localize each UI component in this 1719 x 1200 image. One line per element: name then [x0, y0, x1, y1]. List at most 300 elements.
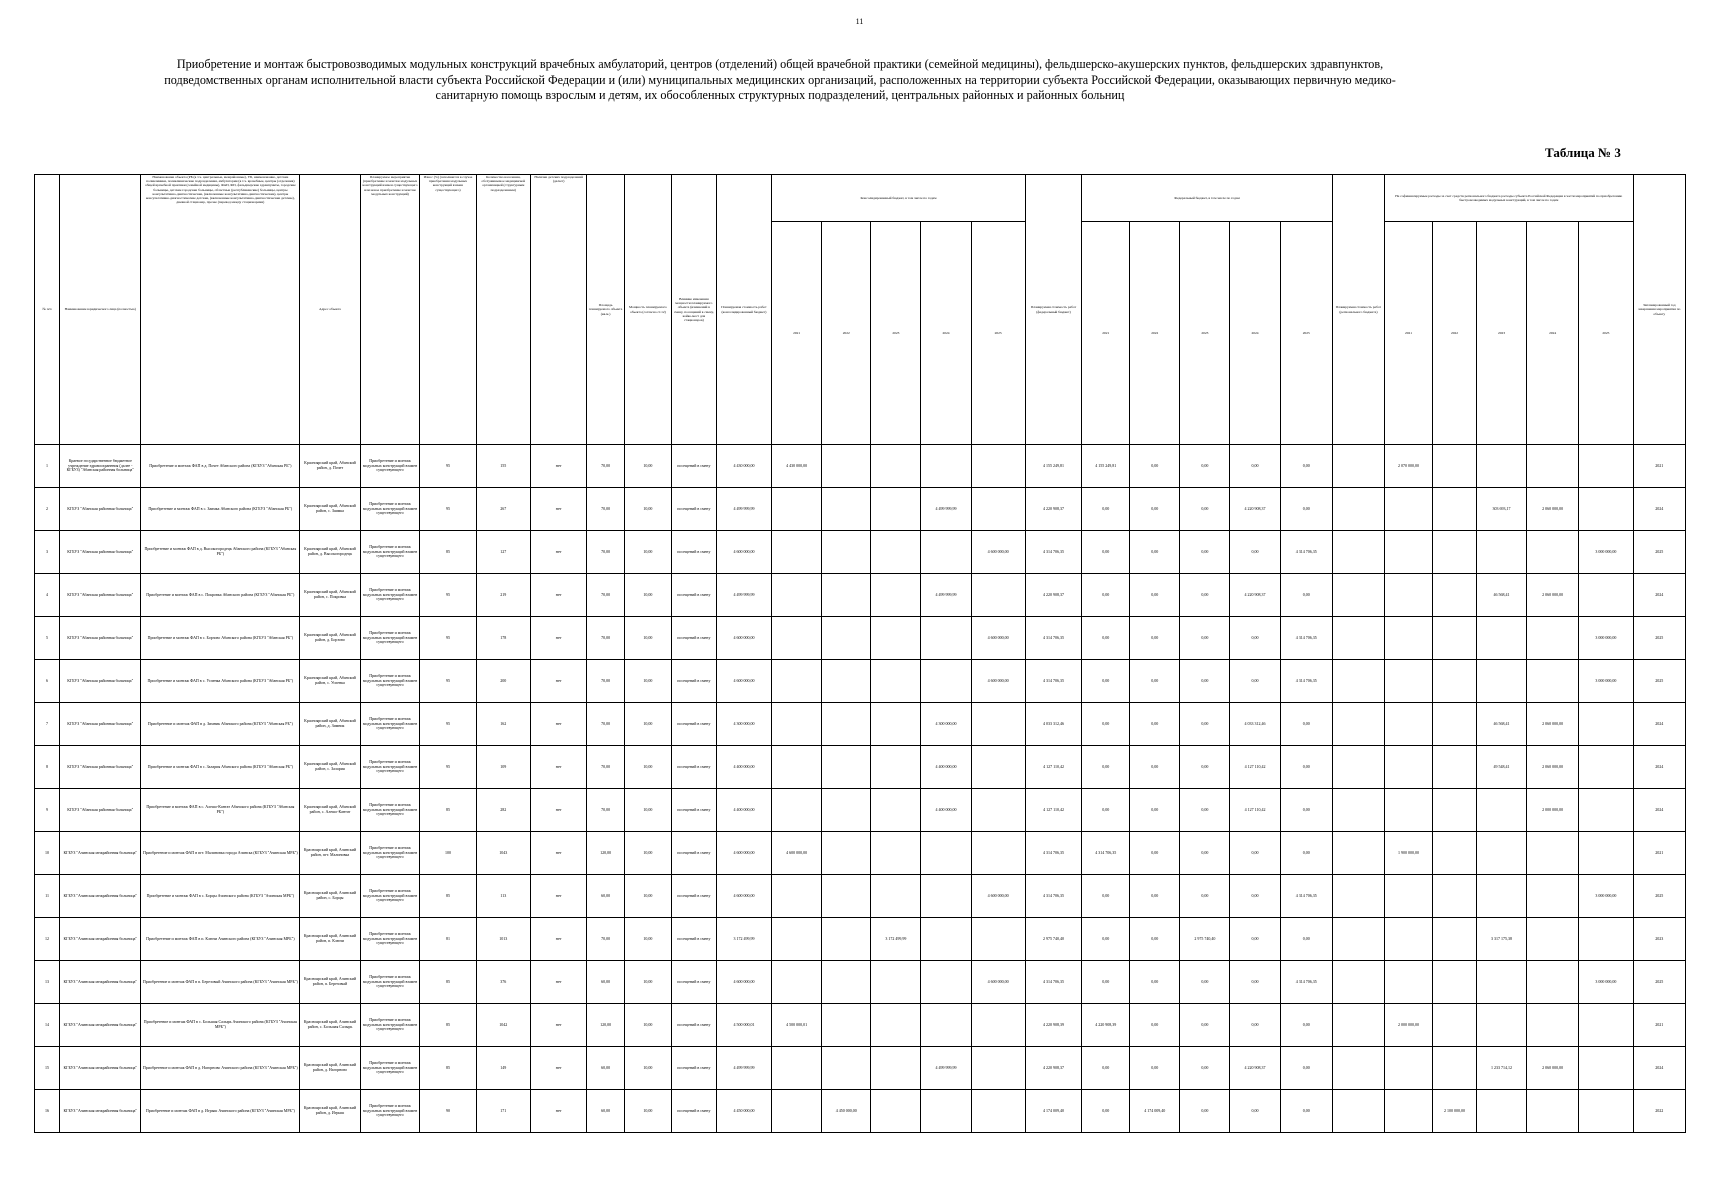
- federal-total-cell: 4 314 706,35: [1025, 660, 1081, 703]
- consolidated-2023-cell: [871, 445, 921, 488]
- population-cell: 171: [476, 1090, 530, 1133]
- activity-cell: Приобретение и монтаж модульных конструкций взамен существующего: [360, 961, 420, 1004]
- header-area: Площадь планируемого объекта (кв.м.): [587, 175, 625, 445]
- federal-2024-cell: 0,00: [1230, 1004, 1280, 1047]
- federal-2024-cell: 0,00: [1230, 617, 1280, 660]
- capacity-cell: 10,00: [624, 789, 671, 832]
- population-cell: 1013: [476, 918, 530, 961]
- regional-2025-cell: [1579, 703, 1633, 746]
- header-planned-cost-federal: Планируемая стоимость работ (федеральный бюджет): [1025, 175, 1081, 445]
- federal-2024-cell: 4 220 908,37: [1230, 574, 1280, 617]
- federal-2025-cell: 4 314 706,35: [1280, 961, 1332, 1004]
- activity-cell: Приобретение и монтаж модульных конструкций взамен существующего: [360, 617, 420, 660]
- address-cell: Красноярский край, Абанский район, с. Залария: [300, 746, 361, 789]
- consolidated-2025-cell: [971, 488, 1025, 531]
- regional-total-cell: [1332, 617, 1384, 660]
- federal-2025-cell: 0,00: [1280, 832, 1332, 875]
- completion-year-cell: 2024: [1633, 703, 1685, 746]
- consolidated-2022-cell: [822, 531, 871, 574]
- address-cell: Красноярский край, Ачинский район, пгт. Малиновка: [300, 832, 361, 875]
- completion-year-cell: 2024: [1633, 746, 1685, 789]
- capacity-cell: 10,00: [624, 1004, 671, 1047]
- federal-total-cell: 4 314 706,35: [1025, 617, 1081, 660]
- population-cell: 376: [476, 961, 530, 1004]
- federal-2023-cell: 0,00: [1180, 703, 1230, 746]
- header-planned-cost-consolidated: Планируемая стоимость работ (консолидированный бюджет): [716, 175, 771, 445]
- federal-total-cell: 2 975 740,40: [1025, 918, 1081, 961]
- completion-year-cell: 2021: [1633, 445, 1685, 488]
- federal-total-cell: 4 314 706,35: [1025, 875, 1081, 918]
- consolidated-total-cell: 4 300 000,00: [716, 703, 771, 746]
- population-cell: 109: [476, 746, 530, 789]
- regional-2025-cell: [1579, 746, 1633, 789]
- regional-2021-cell: [1385, 1047, 1433, 1090]
- header-year: 2023: [871, 222, 921, 445]
- header-capacity: Мощность планируемого объекта (согласно ст.12): [624, 175, 671, 445]
- consolidated-total-cell: 4 600 000,00: [716, 832, 771, 875]
- consolidated-2023-cell: [871, 1090, 921, 1133]
- wear-cell: 95: [420, 617, 476, 660]
- address-cell: Красноярский край, Абанский район, д. Высокогородецк: [300, 531, 361, 574]
- consolidated-2025-cell: [971, 1004, 1025, 1047]
- regional-2021-cell: 1 900 000,00: [1385, 832, 1433, 875]
- table-row: [35, 875, 1686, 918]
- table-row: [35, 961, 1686, 1004]
- federal-2024-cell: 4 033 312,46: [1230, 703, 1280, 746]
- address-cell: Красноярский край, Ачинский район, д. Нагорново: [300, 1047, 361, 1090]
- regional-2022-cell: [1433, 703, 1477, 746]
- legal-name-cell: КГБУЗ "Абанская районная больница": [60, 660, 141, 703]
- consolidated-2025-cell: 4 600 000,00: [971, 617, 1025, 660]
- change-cell: посещений в смену: [671, 832, 716, 875]
- header-population: Количество населения, обслуживаемое медицинской организацией (структурным подразделением): [476, 175, 530, 445]
- consolidated-2024-cell: 4 400 000,00: [921, 746, 971, 789]
- completion-year-cell: 2024: [1633, 488, 1685, 531]
- consolidated-2021-cell: [772, 746, 822, 789]
- population-cell: 178: [476, 617, 530, 660]
- capacity-cell: 10,00: [624, 488, 671, 531]
- consolidated-total-cell: 4 600 000,00: [716, 875, 771, 918]
- consolidated-2023-cell: [871, 1047, 921, 1090]
- capacity-cell: 10,00: [624, 574, 671, 617]
- change-cell: посещений в смену: [671, 789, 716, 832]
- federal-2023-cell: 0,00: [1180, 574, 1230, 617]
- row-number: 4: [35, 574, 60, 617]
- area-cell: 120,00: [587, 1004, 625, 1047]
- consolidated-2021-cell: 4 430 000,00: [772, 445, 822, 488]
- object-name-cell: Приобретение и монтаж ФАП в с. Борзово Абанского района (КГБУЗ "Абанская РБ"): [141, 617, 300, 660]
- federal-total-cell: 4 220 908,37: [1025, 488, 1081, 531]
- activity-cell: Приобретение и монтаж модульных конструкций взамен существующего: [360, 1004, 420, 1047]
- consolidated-2022-cell: [822, 703, 871, 746]
- legal-name-cell: Краевое государственное бюджетное учреждение здравоохранения (далее - КГБУЗ) "Абанская районная больница": [60, 445, 141, 488]
- federal-2023-cell: 0,00: [1180, 617, 1230, 660]
- federal-2022-cell: 0,00: [1130, 488, 1180, 531]
- federal-2021-cell: 0,00: [1082, 703, 1130, 746]
- consolidated-2021-cell: [772, 1047, 822, 1090]
- consolidated-2021-cell: [772, 660, 822, 703]
- object-name-cell: Приобретение и монтаж ФАП в с. Заимка Абанского района (КГБУЗ "Абанская РБ"): [141, 488, 300, 531]
- legal-name-cell: КГБУЗ "Ачинская межрайонная больница": [60, 1047, 141, 1090]
- federal-2022-cell: 0,00: [1130, 1047, 1180, 1090]
- population-cell: 113: [476, 875, 530, 918]
- regional-2022-cell: [1433, 445, 1477, 488]
- regional-2023-cell: [1476, 617, 1526, 660]
- table-row: [35, 488, 1686, 531]
- federal-2023-cell: 0,00: [1180, 789, 1230, 832]
- federal-2025-cell: 4 314 706,35: [1280, 617, 1332, 660]
- completion-year-cell: 2021: [1633, 1004, 1685, 1047]
- capacity-cell: 10,00: [624, 445, 671, 488]
- change-cell: посещений в смену: [671, 488, 716, 531]
- capacity-cell: 10,00: [624, 746, 671, 789]
- consolidated-2021-cell: [772, 789, 822, 832]
- regional-2024-cell: [1527, 832, 1579, 875]
- federal-2023-cell: 0,00: [1180, 1090, 1230, 1133]
- consolidated-2025-cell: 4 600 000,00: [971, 531, 1025, 574]
- regional-2022-cell: [1433, 617, 1477, 660]
- federal-2021-cell: 0,00: [1082, 961, 1130, 1004]
- consolidated-2021-cell: [772, 574, 822, 617]
- consolidated-2022-cell: [822, 832, 871, 875]
- consolidated-2025-cell: [971, 574, 1025, 617]
- consolidated-2025-cell: [971, 445, 1025, 488]
- header-object-name: Наименование объекта (РБ (в т.ч. центральные, межрайонные), УБ, наименование, детские поликлиники, поликлинические подразделения, амбулатории (в т.ч. врачебные, центры (отделения) общей врачебной практики (семейной медицины), ФАП, ФП, фельдшерские здравпункты, городские больницы, детские городские больницы, областные (республиканские) больницы, центры консультативно-диагностические, (включенные консультативно-диагностические), центры консультативно-диагностические детские, (включенные консультативно-диагностические детские), дневной стационар, прочее (перевод между стационарами): [141, 175, 300, 445]
- header-year: 2023: [1180, 222, 1230, 445]
- federal-total-cell: 4 314 706,35: [1025, 961, 1081, 1004]
- federal-2022-cell: 0,00: [1130, 918, 1180, 961]
- header-year: 2024: [1230, 222, 1280, 445]
- table-row: [35, 574, 1686, 617]
- federal-2022-cell: 0,00: [1130, 961, 1180, 1004]
- regional-2024-cell: 2 060 000,00: [1527, 746, 1579, 789]
- consolidated-2022-cell: [822, 445, 871, 488]
- completion-year-cell: 2022: [1633, 1090, 1685, 1133]
- consolidated-2022-cell: [822, 488, 871, 531]
- regional-2025-cell: [1579, 445, 1633, 488]
- regional-2025-cell: [1579, 789, 1633, 832]
- row-number: 11: [35, 875, 60, 918]
- consolidated-2022-cell: [822, 875, 871, 918]
- wear-cell: 85: [420, 875, 476, 918]
- capacity-cell: 10,00: [624, 531, 671, 574]
- legal-name-cell: КГБУЗ "Абанская районная больница": [60, 574, 141, 617]
- regional-2021-cell: 2 070 000,00: [1385, 445, 1433, 488]
- header-year: 2025: [971, 222, 1025, 445]
- federal-2024-cell: 4 220 908,37: [1230, 1047, 1280, 1090]
- regional-2023-cell: [1476, 1004, 1526, 1047]
- capacity-cell: 10,00: [624, 1090, 671, 1133]
- object-name-cell: Приобретение и монтаж ФАП в п. Ключи Ачинского района (КГБУЗ "Ачинская МРБ"): [141, 918, 300, 961]
- consolidated-2021-cell: [772, 488, 822, 531]
- consolidated-2022-cell: [822, 1047, 871, 1090]
- federal-2022-cell: 0,00: [1130, 1004, 1180, 1047]
- address-cell: Красноярский край, Ачинский район, с. Большая Салырь: [300, 1004, 361, 1047]
- children-cell: нет: [530, 789, 586, 832]
- capacity-cell: 10,00: [624, 660, 671, 703]
- consolidated-2022-cell: [822, 789, 871, 832]
- children-cell: нет: [530, 832, 586, 875]
- area-cell: 70,00: [587, 789, 625, 832]
- regional-2022-cell: [1433, 961, 1477, 1004]
- consolidated-total-cell: 4 500 000,01: [716, 1004, 771, 1047]
- wear-cell: 95: [420, 660, 476, 703]
- regional-2024-cell: [1527, 918, 1579, 961]
- header-year: 2021: [1082, 222, 1130, 445]
- children-cell: нет: [530, 1047, 586, 1090]
- object-name-cell: Приобретение и монтаж ФАП в с. Покровка Абанского района (КГБУЗ "Абанская РБ"): [141, 574, 300, 617]
- consolidated-2025-cell: [971, 918, 1025, 961]
- completion-year-cell: 2025: [1633, 660, 1685, 703]
- address-cell: Красноярский край, Абанский район, с. Успенка: [300, 660, 361, 703]
- table-row: [35, 531, 1686, 574]
- regional-total-cell: [1332, 703, 1384, 746]
- regional-2025-cell: [1579, 488, 1633, 531]
- regional-total-cell: [1332, 531, 1384, 574]
- regional-2024-cell: [1527, 445, 1579, 488]
- object-name-cell: Приобретение и монтаж ФАП в д. Почет Абанского района (КГБУЗ "Абанская РБ"): [141, 445, 300, 488]
- address-cell: Красноярский край, Ачинский район, с. Борцы: [300, 875, 361, 918]
- federal-2023-cell: 0,00: [1180, 832, 1230, 875]
- consolidated-2024-cell: 4 400 000,00: [921, 789, 971, 832]
- federal-2023-cell: 0,00: [1180, 1004, 1230, 1047]
- table-row: [35, 660, 1686, 703]
- header-children: Наличие детских подразделений (да/нет): [530, 175, 586, 445]
- area-cell: 70,00: [587, 531, 625, 574]
- children-cell: нет: [530, 918, 586, 961]
- federal-2021-cell: 0,00: [1082, 1090, 1130, 1133]
- row-number: 3: [35, 531, 60, 574]
- federal-2023-cell: 0,00: [1180, 445, 1230, 488]
- change-cell: посещений в смену: [671, 660, 716, 703]
- consolidated-2025-cell: [971, 1090, 1025, 1133]
- federal-2021-cell: 0,00: [1082, 574, 1130, 617]
- area-cell: 70,00: [587, 445, 625, 488]
- table-row: [35, 746, 1686, 789]
- wear-cell: 85: [420, 961, 476, 1004]
- regional-total-cell: [1332, 875, 1384, 918]
- regional-2021-cell: [1385, 660, 1433, 703]
- federal-2021-cell: 0,00: [1082, 617, 1130, 660]
- regional-2025-cell: 3 000 000,00: [1579, 961, 1633, 1004]
- activity-cell: Приобретение и монтаж модульных конструкций взамен существующего: [360, 660, 420, 703]
- header-planned-activity: Планируемое мероприятие (приобретение и монтаж модульных конструкций взамен существующего или новое приобретение и монтаж модульных конструкций): [360, 175, 420, 445]
- address-cell: Красноярский край, Абанский район, с. Покровка: [300, 574, 361, 617]
- wear-cell: 85: [420, 789, 476, 832]
- completion-year-cell: 2025: [1633, 531, 1685, 574]
- federal-2023-cell: 0,00: [1180, 875, 1230, 918]
- completion-year-cell: 2024: [1633, 789, 1685, 832]
- federal-2021-cell: 0,00: [1082, 918, 1130, 961]
- legal-name-cell: КГБУЗ "Абанская районная больница": [60, 746, 141, 789]
- regional-2023-cell: 1 233 714,12: [1476, 1047, 1526, 1090]
- row-number: 6: [35, 660, 60, 703]
- change-cell: посещений в смену: [671, 445, 716, 488]
- row-number: 13: [35, 961, 60, 1004]
- regional-2025-cell: [1579, 574, 1633, 617]
- consolidated-2023-cell: [871, 488, 921, 531]
- regional-2022-cell: [1433, 832, 1477, 875]
- federal-2025-cell: 0,00: [1280, 1004, 1332, 1047]
- wear-cell: 95: [420, 746, 476, 789]
- header-year: 2021: [1385, 222, 1433, 445]
- area-cell: 60,00: [587, 1047, 625, 1090]
- capacity-cell: 10,00: [624, 875, 671, 918]
- consolidated-2021-cell: [772, 617, 822, 660]
- population-cell: 127: [476, 531, 530, 574]
- consolidated-2025-cell: 4 600 000,00: [971, 875, 1025, 918]
- header-address: Адрес объекта: [300, 175, 361, 445]
- federal-2023-cell: 0,00: [1180, 1047, 1230, 1090]
- consolidated-2021-cell: 4 600 000,00: [772, 832, 822, 875]
- legal-name-cell: КГБУЗ "Ачинская межрайонная больница": [60, 1090, 141, 1133]
- regional-total-cell: [1332, 746, 1384, 789]
- table-row: [35, 1047, 1686, 1090]
- header-year: 2021: [772, 222, 822, 445]
- consolidated-2022-cell: [822, 918, 871, 961]
- regional-2025-cell: 3 000 000,00: [1579, 660, 1633, 703]
- regional-2024-cell: [1527, 875, 1579, 918]
- consolidated-2025-cell: 4 600 000,00: [971, 660, 1025, 703]
- federal-2025-cell: 0,00: [1280, 445, 1332, 488]
- activity-cell: Приобретение и монтаж модульных конструкций взамен существующего: [360, 445, 420, 488]
- federal-2025-cell: 0,00: [1280, 789, 1332, 832]
- federal-total-cell: 4 220 908,37: [1025, 1047, 1081, 1090]
- area-cell: 70,00: [587, 617, 625, 660]
- regional-2021-cell: [1385, 961, 1433, 1004]
- consolidated-2024-cell: [921, 445, 971, 488]
- regional-2024-cell: 2 060 000,00: [1527, 488, 1579, 531]
- activity-cell: Приобретение и монтаж модульных конструкций взамен существующего: [360, 703, 420, 746]
- wear-cell: 95: [420, 574, 476, 617]
- consolidated-2021-cell: 4 500 000,01: [772, 1004, 822, 1047]
- regional-2025-cell: [1579, 918, 1633, 961]
- federal-2025-cell: 4 314 706,35: [1280, 875, 1332, 918]
- header-num: № п/п: [35, 175, 60, 445]
- federal-2022-cell: 0,00: [1130, 875, 1180, 918]
- consolidated-2024-cell: 4 300 000,00: [921, 703, 971, 746]
- children-cell: нет: [530, 746, 586, 789]
- consolidated-2023-cell: [871, 832, 921, 875]
- consolidated-total-cell: 4 499 999,99: [716, 488, 771, 531]
- regional-2025-cell: 3 000 000,00: [1579, 531, 1633, 574]
- regional-total-cell: [1332, 961, 1384, 1004]
- population-cell: 155: [476, 445, 530, 488]
- regional-2021-cell: [1385, 746, 1433, 789]
- header-year: 2024: [921, 222, 971, 445]
- activity-cell: Приобретение и монтаж модульных конструкций взамен существующего: [360, 875, 420, 918]
- capacity-cell: 10,00: [624, 1047, 671, 1090]
- consolidated-2021-cell: [772, 961, 822, 1004]
- regional-2023-cell: 46 568,41: [1476, 574, 1526, 617]
- consolidated-2024-cell: [921, 1004, 971, 1047]
- federal-2024-cell: 4 127 110,42: [1230, 746, 1280, 789]
- change-cell: посещений в смену: [671, 1047, 716, 1090]
- regional-2021-cell: [1385, 488, 1433, 531]
- regional-2021-cell: [1385, 574, 1433, 617]
- wear-cell: 85: [420, 1004, 476, 1047]
- federal-2021-cell: 0,00: [1082, 1047, 1130, 1090]
- federal-2022-cell: 0,00: [1130, 703, 1180, 746]
- activity-cell: Приобретение и монтаж модульных конструкций взамен существующего: [360, 746, 420, 789]
- area-cell: 120,00: [587, 832, 625, 875]
- regional-2024-cell: [1527, 531, 1579, 574]
- table-row: [35, 617, 1686, 660]
- regional-2023-cell: [1476, 660, 1526, 703]
- header-planned-cost-regional: Планируемая стоимость работ (регионального бюджета): [1332, 175, 1384, 445]
- federal-total-cell: 4 314 706,35: [1025, 832, 1081, 875]
- children-cell: нет: [530, 531, 586, 574]
- activity-cell: Приобретение и монтаж модульных конструкций взамен существующего: [360, 789, 420, 832]
- object-name-cell: Приобретение и монтаж ФАП в д. Зимник Абанского района (КГБУЗ "Абанская РБ"): [141, 703, 300, 746]
- consolidated-2023-cell: [871, 961, 921, 1004]
- children-cell: нет: [530, 445, 586, 488]
- legal-name-cell: КГБУЗ "Ачинская межрайонная больница": [60, 832, 141, 875]
- wear-cell: 95: [420, 703, 476, 746]
- consolidated-2021-cell: [772, 875, 822, 918]
- header-year: 2022: [1433, 222, 1477, 445]
- header-year: 2024: [1527, 222, 1579, 445]
- consolidated-2024-cell: 4 499 999,99: [921, 488, 971, 531]
- federal-total-cell: 4 033 312,46: [1025, 703, 1081, 746]
- federal-2021-cell: 0,00: [1082, 531, 1130, 574]
- federal-2022-cell: 0,00: [1130, 531, 1180, 574]
- regional-2025-cell: [1579, 1004, 1633, 1047]
- federal-2024-cell: 0,00: [1230, 1090, 1280, 1133]
- consolidated-2023-cell: [871, 789, 921, 832]
- change-cell: посещений в смену: [671, 875, 716, 918]
- header-year: 2025: [1280, 222, 1332, 445]
- consolidated-2025-cell: [971, 789, 1025, 832]
- wear-cell: 81: [420, 918, 476, 961]
- address-cell: Красноярский край, Абанский район, д. Почет: [300, 445, 361, 488]
- consolidated-2025-cell: 4 600 000,00: [971, 961, 1025, 1004]
- wear-cell: 95: [420, 445, 476, 488]
- consolidated-total-cell: 4 430 000,00: [716, 445, 771, 488]
- federal-2024-cell: 0,00: [1230, 445, 1280, 488]
- federal-2024-cell: 0,00: [1230, 531, 1280, 574]
- consolidated-2022-cell: [822, 961, 871, 1004]
- activity-cell: Приобретение и монтаж модульных конструкций взамен существующего: [360, 574, 420, 617]
- regional-2024-cell: [1527, 961, 1579, 1004]
- regional-2022-cell: [1433, 918, 1477, 961]
- header-legal-name: Наименование юридического лица (полностью): [60, 175, 141, 445]
- regional-2023-cell: [1476, 875, 1526, 918]
- federal-2022-cell: 0,00: [1130, 746, 1180, 789]
- regional-2021-cell: [1385, 703, 1433, 746]
- federal-2022-cell: 0,00: [1130, 789, 1180, 832]
- address-cell: Красноярский край, Ачинский район, п. Березовый: [300, 961, 361, 1004]
- regional-2024-cell: [1527, 1004, 1579, 1047]
- row-number: 5: [35, 617, 60, 660]
- consolidated-total-cell: 4 600 000,00: [716, 531, 771, 574]
- regional-2022-cell: 2 100 000,00: [1433, 1090, 1477, 1133]
- federal-total-cell: 4 155 249,81: [1025, 445, 1081, 488]
- federal-2021-cell: 0,00: [1082, 789, 1130, 832]
- legal-name-cell: КГБУЗ "Ачинская межрайонная больница": [60, 875, 141, 918]
- regional-2021-cell: [1385, 531, 1433, 574]
- population-cell: 1042: [476, 1004, 530, 1047]
- consolidated-2022-cell: [822, 574, 871, 617]
- consolidated-2021-cell: [772, 531, 822, 574]
- legal-name-cell: КГБУЗ "Абанская районная больница": [60, 617, 141, 660]
- activity-cell: Приобретение и монтаж модульных конструкций взамен существующего: [360, 832, 420, 875]
- legal-name-cell: КГБУЗ "Абанская районная больница": [60, 703, 141, 746]
- regional-2025-cell: [1579, 1047, 1633, 1090]
- federal-2024-cell: 0,00: [1230, 660, 1280, 703]
- consolidated-2025-cell: [971, 832, 1025, 875]
- row-number: 10: [35, 832, 60, 875]
